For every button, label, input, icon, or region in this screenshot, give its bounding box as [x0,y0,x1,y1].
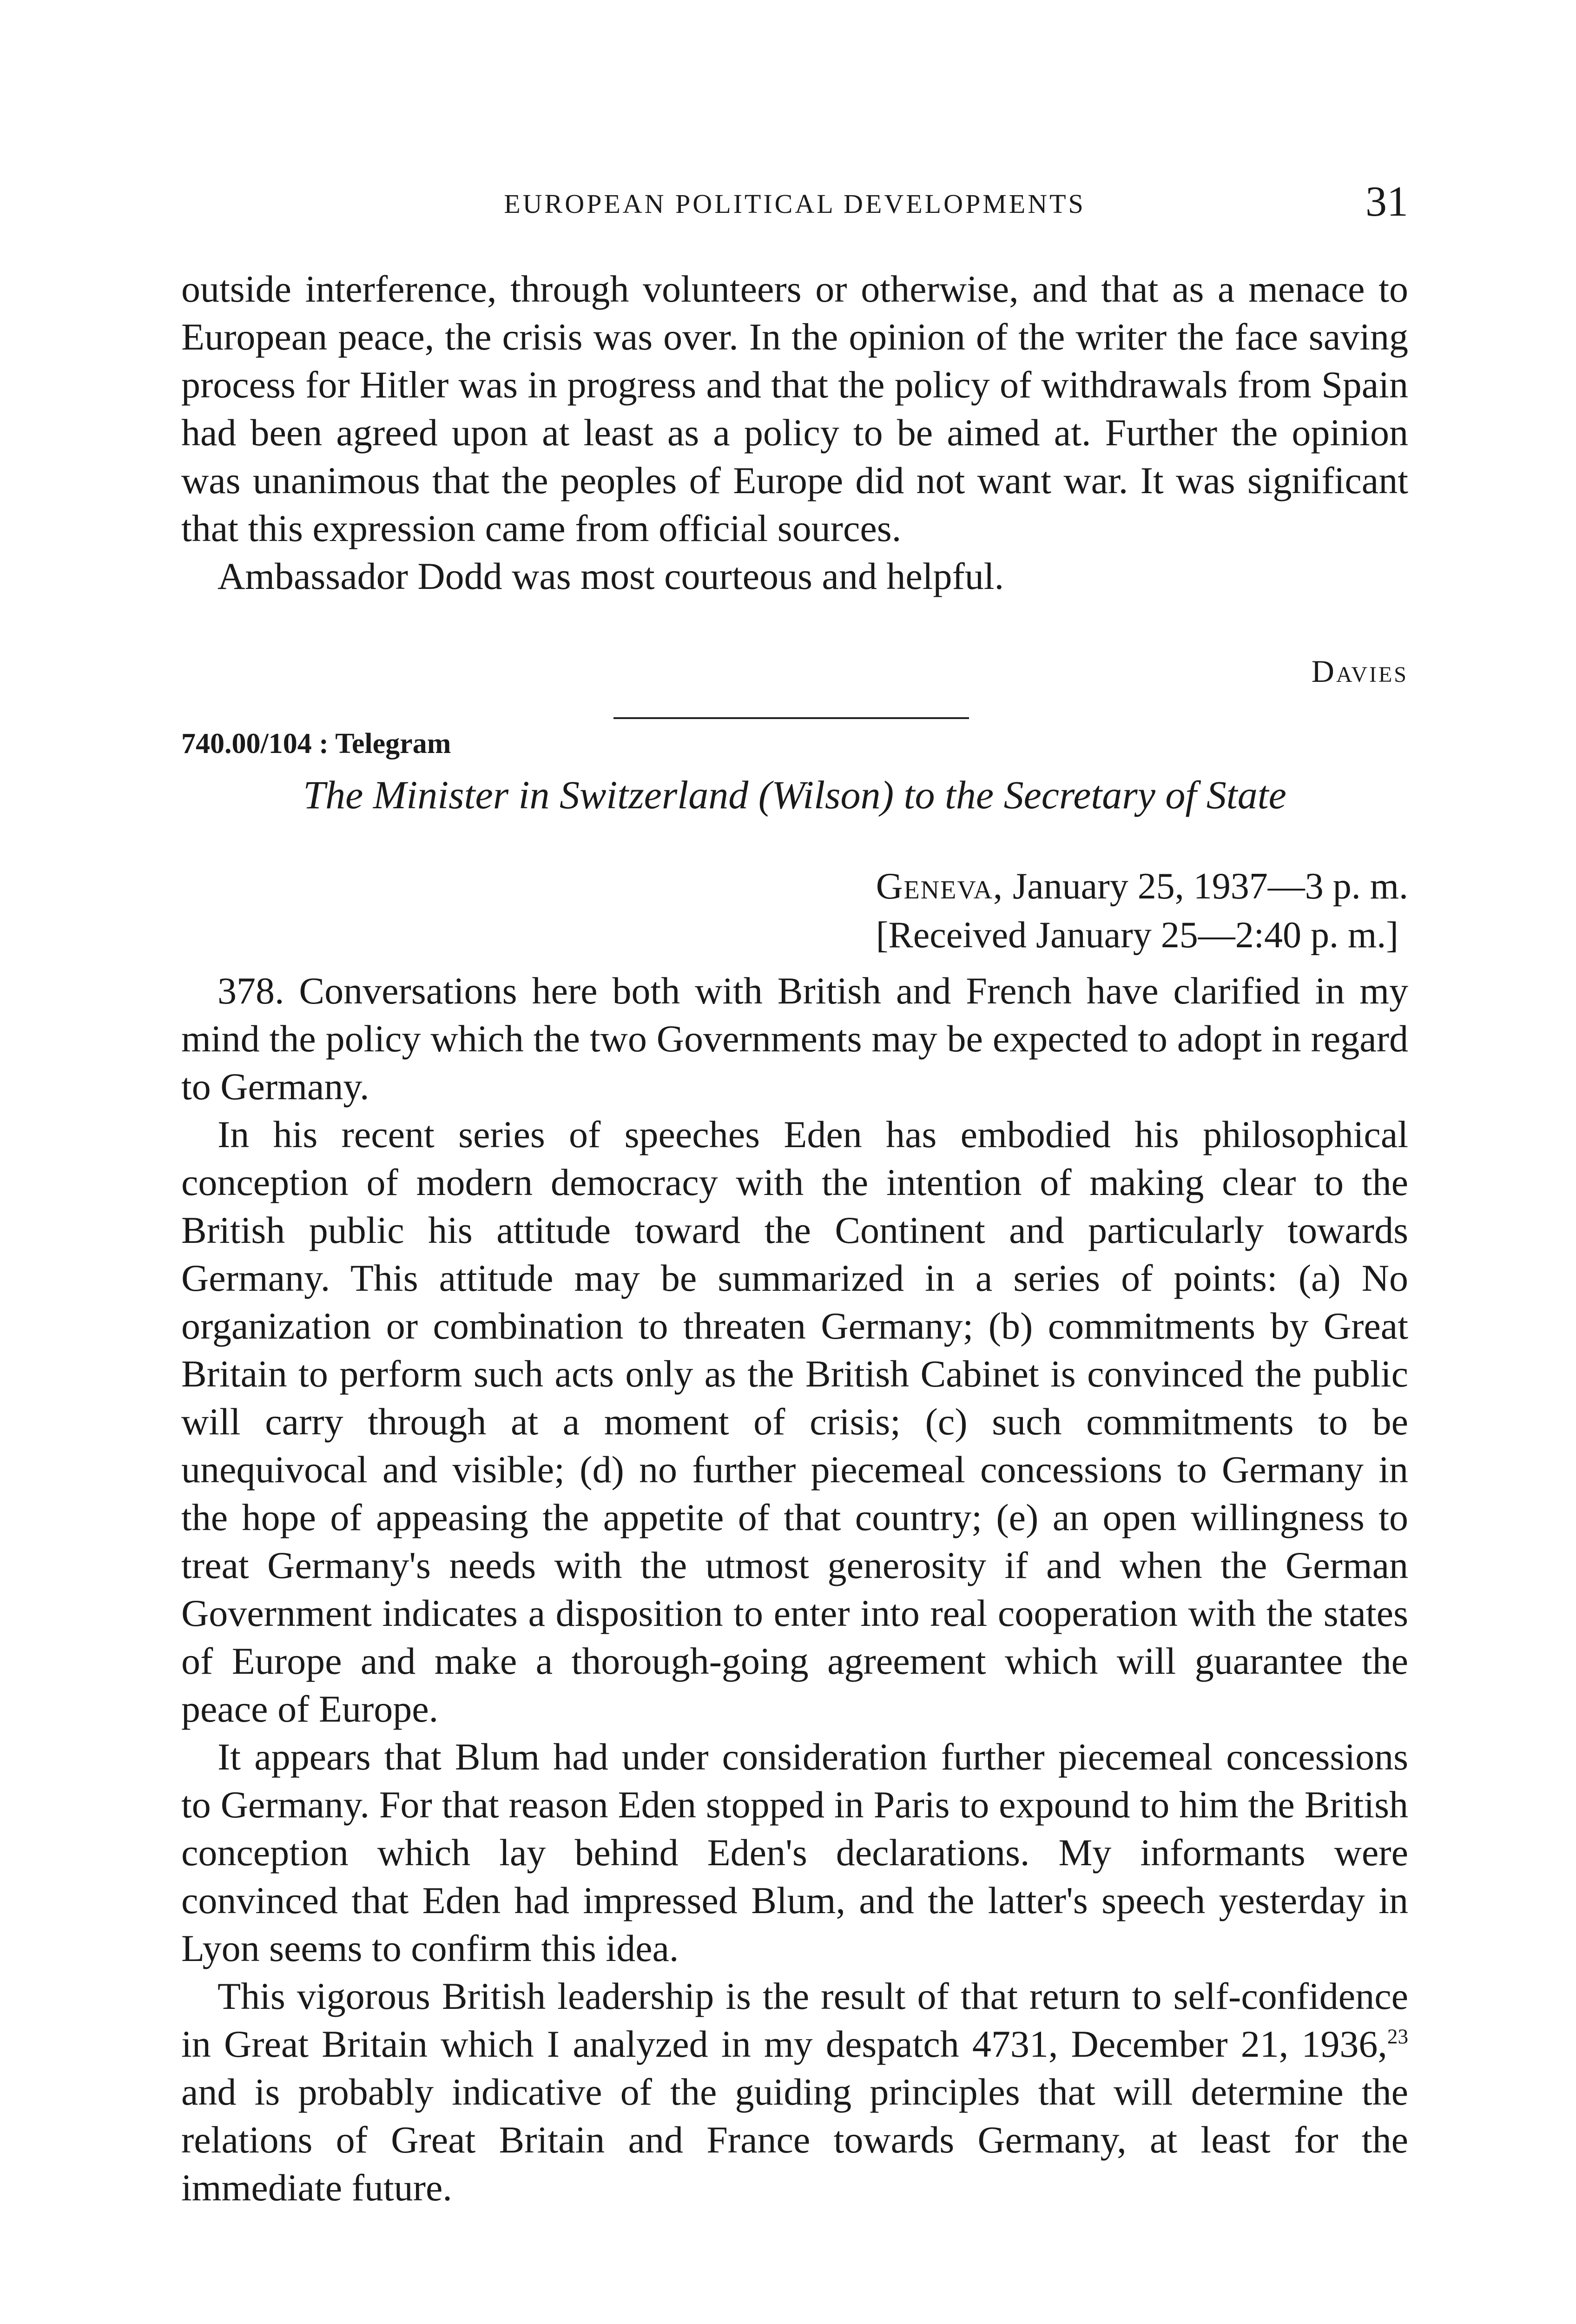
running-head [181,172,1408,228]
telegram-paragraph [181,1972,1408,2212]
paragraph-text: This vigorous British leadership is the result of that return to self-confidence in Great Britain which I analyzed in my despatch 4731, December 21, 1936, [181,1975,1408,2065]
continuation-text [181,265,1408,600]
dateline [876,862,1408,960]
telegram-paragraph: In his recent series of speeches Eden has embodied his philosophical conception of modern democracy with the intention of making clear to the British public his attitude toward the Continent and particularly towards Germany. This attitude may be summarized in a series of points: (a) No organization or combination to threaten Germany; (b) commitments by Great Britain to perform such acts only as the British Cabinet is convinced the public will carry through at a moment of crisis; (c) such commitments to be unequivocal and visible; (d) no further piecemeal concessions to Germany in the hope of appeasing the appetite of that country; (e) an open willingness to treat Germany's needs with the utmost generosity if and when the German Government indicates a disposition to enter into real cooperation with the states of Europe and make a thorough-going agreement which will guarantee the peace of Europe. [181,1113,1408,1730]
telegram-paragraph: It appears that Blum had under consideration further piecemeal concessions to Germany. For that reason Eden stopped in Paris to expound to him the British conception which lay behind Eden's declarations. My informants were convinced that Eden had impressed Blum, and the latter's speech yesterday in Lyon seems to confirm this idea. [181,1736,1408,1969]
paragraph-text: and is probably indicative of the guiding principles that will determine the relations of Great Britain and France towards Germany, at least for the immediate future. [181,2071,1408,2209]
document-heading: The Minister in Switzerland (Wilson) to the Secretary of State [303,772,1286,817]
running-title: EUROPEAN POLITICAL DEVELOPMENTS [504,189,1086,219]
footnote-reference[interactable]: 23 [1387,2025,1408,2048]
file-reference: 740.00/104 : Telegram [181,728,451,759]
telegram-paragraph: 378. Conversations here both with British and French have clarified in my mind the policy which the two Governments may be expected to adopt in regard to Germany. [181,970,1408,1108]
dateline-date: January 25, 1937—3 p. m. [1012,866,1408,907]
telegram-text [181,967,1408,2212]
signature: Davies [1311,654,1408,689]
continuation-paragraph: Ambassador Dodd was most courteous and helpful. [218,555,1004,597]
page-number: 31 [1365,178,1408,225]
section-divider [613,717,969,719]
dateline-sent [876,862,1408,911]
dateline-place: Geneva, [876,866,1003,907]
continuation-paragraph: outside interference, through volunteers or otherwise, and that as a menace to European peace, the crisis was over. In the opinion of the writer the face saving process for Hitler was in progress and that the policy of withdrawals from Spain had been agreed upon at least as a policy to be aimed at. Further the opinion was unanimous that the peoples of Europe did not want war. It was significant that this expression came from official sources. [181,268,1408,549]
dateline-received: [Received January 25—2:40 p. m.] [876,915,1398,956]
